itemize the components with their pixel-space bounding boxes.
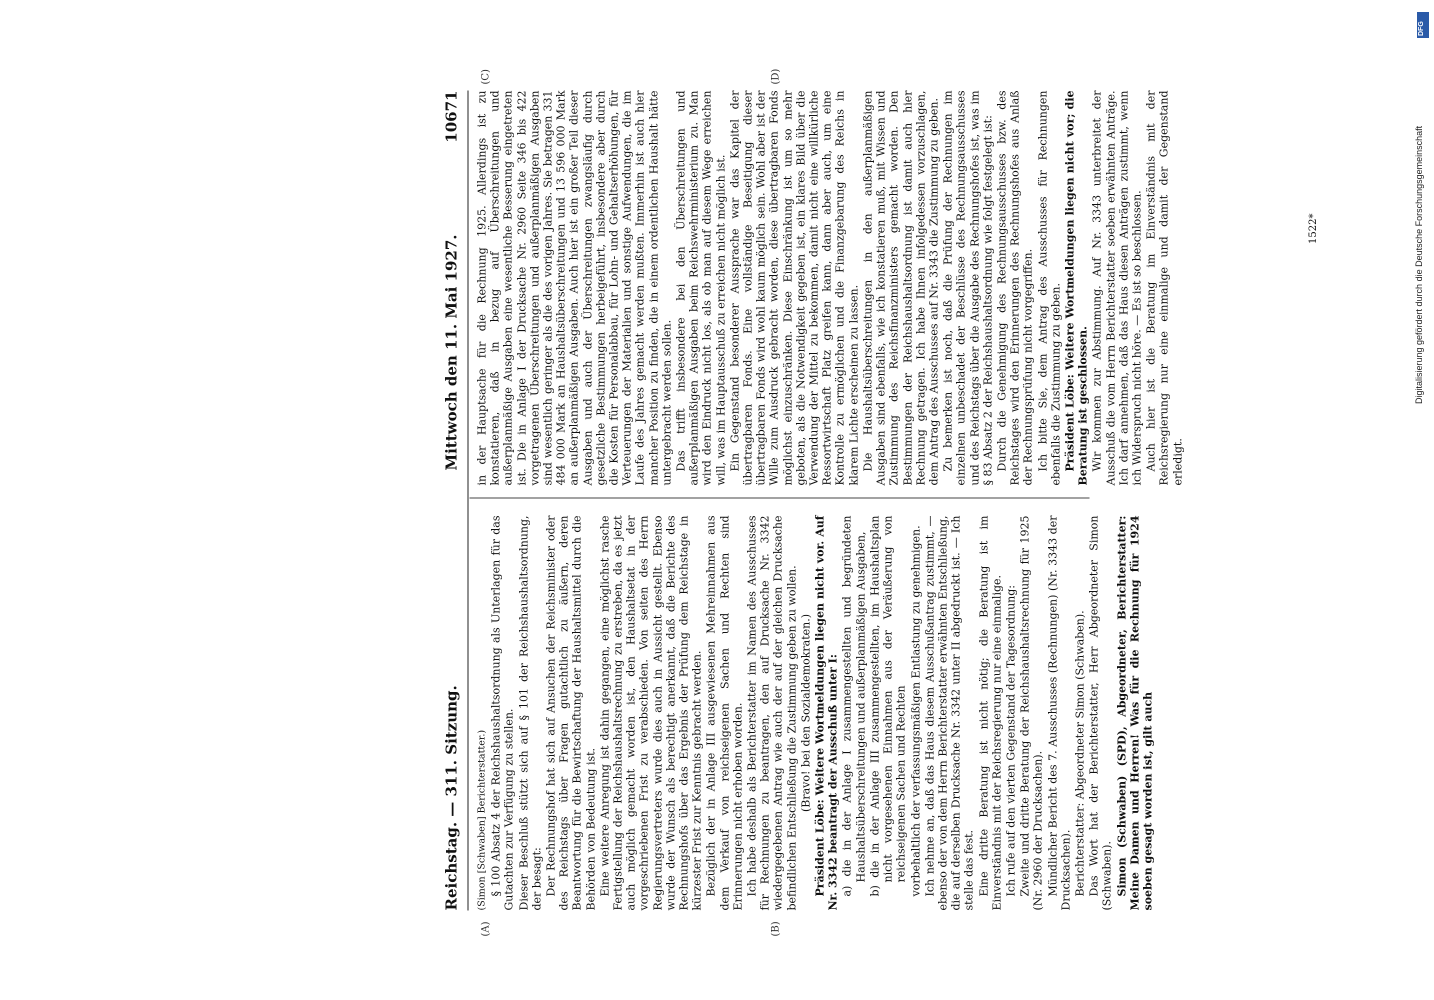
paragraph: Dieser Beschluß stützt sich auf § 101 der Reichshaushaltsordnung, der besagt: xyxy=(517,515,544,911)
paragraph: Bezüglich der in Anlage III ausgewiesenen Mehreinnahmen aus dem Verkauf von reichseigenen Sachen und Rechten sind Erinnerungen nicht erhoben worden. xyxy=(704,515,745,911)
paragraph: Eine dritte Beratung ist nicht nötig; die Beratung ist im Einverständnis mit der Reichsregierung nur eine einmalige. xyxy=(977,515,1004,911)
paragraph: Ich nehme an, daß das Haus diesem Ausschußantrag zustimmt, — ebenso der von dem Herrn Berichterstatter erwähnten Entschließung, die auf derselben Drucksache Nr. 3342 unter II abgedruckt ist. — Ich stelle das fest. xyxy=(923,515,976,911)
paragraph: § 100 Absatz 4 der Reichshaushaltsordnung als Unterlagen für das Gutachten zur Verfügung zu stellen. xyxy=(489,515,516,911)
page-header xyxy=(440,91,469,911)
paragraph: Ich bitte Sie, dem Antrag des Ausschusses für Rechnungen ebenfalls die Zustimmung zu geben. xyxy=(1036,90,1063,486)
margin-mark-d: (D) xyxy=(770,68,782,85)
paragraph: Simon (Schwaben) (SPD), Abgeordneter, Berichterstatter: Meine Damen und Herren! Was für die Rechnung für 1924 soeben gesagt worden ist, gilt auch xyxy=(1115,515,1155,911)
paragraph: (Bravo! bei den Sozialdemokraten.) xyxy=(799,613,813,813)
margin-mark-b: (B) xyxy=(770,921,782,937)
paragraph: vorbehaltlich der verfassungsmäßigen Entlastung zu genehmigen. xyxy=(909,525,922,897)
header-date: Mittwoch den 11. Mai 1927. xyxy=(442,234,461,471)
sheet-number-text: 1522* xyxy=(1308,213,1319,244)
paragraph: Durch die Genehmigung des Rechnungsausschusses bzw. des Reichstages wird den Erinnerungen des Rechnungshofes aus Anlaß der Rechnungsprüfung nicht vorgegriffen. xyxy=(995,90,1035,486)
right-column xyxy=(475,90,1185,486)
sheet-number xyxy=(1308,200,1324,250)
paragraph: Das trifft insbesondere bei den Überschreitungen und außerplanmäßigen Ausgaben beim Reichswehrministerium zu. Man wird den Eindruck nicht los, als ob man auf diesem Wege erreichen will, was im Hauptausschuß zu erreichen nicht möglich ist. xyxy=(674,90,728,486)
paragraph: Der Rechnungshof hat sich auf Ansuchen der Reichsminister oder des Reichstags über Fragen gutachtlich zu äußern, deren Beantwortung für die Bewirtschaftung der Haushaltsmittel durch die Behörden von Bedeutung ist. xyxy=(544,515,598,911)
paragraph: Auch hier ist die Beratung im Einverständnis mit der Reichsregierung nur eine einmalige und damit der Gegenstand erledigt. xyxy=(1144,90,1185,486)
paragraph: Ein Gegenstand besonderer Aussprache war das Kapitel der übertragbaren Fonds. Eine vollständige Beseitigung dieser übertragbaren Fonds wird wohl kaum möglich sein. Wohl aber ist der Wille zum Ausdruck gebracht worden, diese übertragbaren Fonds möglichst einzuschränken. Diese Einschränkung ist um so mehr geboten, als die Notwendigkeit gegeben ist, ein klares Bild über die Verwendung der Mittel zu bekommen, damit nicht eine willkürliche Ressortwirtschaft Platz greifen kann, dann aber auch, um eine Kontrolle zu ermöglichen und die Finanzgebarung des Reichs in klarem Lichte erscheinen zu lassen. xyxy=(728,90,861,486)
header-left: Reichstag. — 311. Sitzung. xyxy=(442,685,461,911)
left-column xyxy=(476,515,1155,911)
margin-mark-a: (A) xyxy=(480,921,492,937)
rotated-page xyxy=(440,68,1185,937)
paragraph: Zweite und dritte Beratung der Reichshaushaltsrechnung für 1925 (Nr. 2960 der Drucksachen). xyxy=(1018,515,1045,911)
page-number: 10671 xyxy=(442,90,461,143)
list-item: a) die in der Anlage I zusammengestellten und begründeten Haushaltsüberschreitungen und außerplanmäßigen Ausgaben, xyxy=(840,515,868,897)
paragraph: Präsident Löbe: Weitere Wortmeldungen liegen nicht vor. Auf Nr. 3342 beantragt der Ausschuß unter I: xyxy=(813,515,840,911)
paragraph: Die Haushaltsüberschreitungen in den außerplanmäßigen Ausgaben sind ebenfalls, wie ich konstatieren muß, mit Wissen und Zustimmung des Reichsfinanzministers gemacht worden. Den Bestimmungen der Reichshaushaltsordnung ist damit auch hier Rechnung getragen. Ich habe Ihnen infolgedessen vorzuschlagen, dem Antrag des Ausschusses auf Nr. 3343 die Zustimmung zu geben. xyxy=(861,90,941,486)
paragraph: Wir kommen zur Abstimmung. Auf Nr. 3343 unterbreitet der Ausschuß die vom Herrn Berichterstatter soeben erwähnten Anträge. Ich darf annehmen, daß das Haus diesen Anträgen zustimmt, wenn ich Widerspruch nicht höre. — Es ist so beschlossen. xyxy=(1090,90,1144,486)
dfg-logo-text: DFG xyxy=(1418,21,1425,36)
paragraph: Eine weitere Anregung ist dahin gegangen, eine möglichst rasche Fertigstellung der Reichshaushaltsrechnung zu erstreben, da es jetzt auch möglich gemacht worden ist, den Haushaltsetat in der vorgeschriebenen Frist zu verabschieden. Von seiten des Herrn Regierungsvertreters wurde dies auch in Aussicht gestellt. Ebenso wurde der Wunsch als berechtigt anerkannt, daß die Berichte des Rechnungshofs über das Ergebnis der Prüfung dem Reichstage in kürzester Frist zur Kenntnis gebracht werden. xyxy=(598,515,704,911)
paragraph: Das Wort hat der Berichterstatter, Herr Abgeordneter Simon (Schwaben). xyxy=(1087,515,1114,911)
paragraph: Ich habe deshalb als Berichterstatter im Namen des Ausschusses für Rechnungen zu beantragen, den auf Drucksache Nr. 3342 wiedergegebenen Antrag wie auch der auf der gleichen Drucksache befindlichen Entschließung die Zustimmung geben zu wollen. xyxy=(745,515,799,911)
paragraph: in der Hauptsache für die Rechnung 1925. Allerdings ist zu konstatieren, daß in bezug auf Überschreitungen und außerplanmäßige Ausgaben eine wesentliche Besserung eingetreten ist. Die in Anlage I der Drucksache Nr. 2960 Seite 346 bis 422 vorgetragenen Überschreitungen und außerplanmäßigen Ausgaben sind wesentlich geringer als die des vorigen Jahres. Sie betragen 331 484 000 Mark an Haushaltsüberschreitungen und 13 596 000 Mark an außerplanmäßigen Ausgaben. Auch hier ist ein großer Teil dieser Ausgaben und auch der Überschreitungen zwangsläufig durch gesetzliche Bestimmungen herbeigeführt, insbesondere aber durch die Kosten für Personalabbau, für Lohn- und Gehaltserhöhungen, für Verteuerungen der Materialien und sonstige Aufwendungen, die im Laufe des Jahres gemacht werden mußten. Immerhin ist auch hier mancher Position zu finden, die in einem ordentlichen Haushalt hätte untergebracht werden sollen. xyxy=(475,90,674,486)
column-divider xyxy=(470,498,1090,499)
paragraph: Präsident Löbe: Weitere Wortmeldungen liegen nicht vor; die Beratung ist geschlossen. xyxy=(1063,90,1090,486)
digitization-note xyxy=(1412,14,1430,404)
paragraph: Berichterstatter: Abgeordneter Simon (Schwaben). xyxy=(1073,610,1087,897)
digitization-note-text: Digitalisierung gefördert durch die Deutsche Forschungsgemeinschaft xyxy=(1414,125,1424,404)
paragraph: Ich rufe auf den vierten Gegenstand der Tagesordnung: xyxy=(1004,584,1018,897)
list-item: b) die in der Anlage III zusammengestellten, im Haushaltsplan nicht vorgesehenen Einnahmen aus der Veräußerung von reichseigenen Sachen und Rechten xyxy=(868,515,908,897)
paragraph: Mündlicher Bericht des 7. Ausschusses (Rechnungen) (Nr. 3343 der Drucksachen). xyxy=(1046,515,1073,911)
paragraph: Zu bemerken ist noch, daß die Prüfung der Rechnungen im einzelnen unbeschadet der Beschlüsse des Rechnungsausschusses und des Reichstags über die Ausgabe des Rechnungshofes ist, was im § 83 Absatz 2 der Reichshaushaltsordnung wie folgt festgelegt ist: xyxy=(941,90,995,486)
margin-mark-c: (C) xyxy=(480,69,492,85)
paragraph: (Simon [Schwaben] Berichterstatter.) xyxy=(476,729,488,911)
